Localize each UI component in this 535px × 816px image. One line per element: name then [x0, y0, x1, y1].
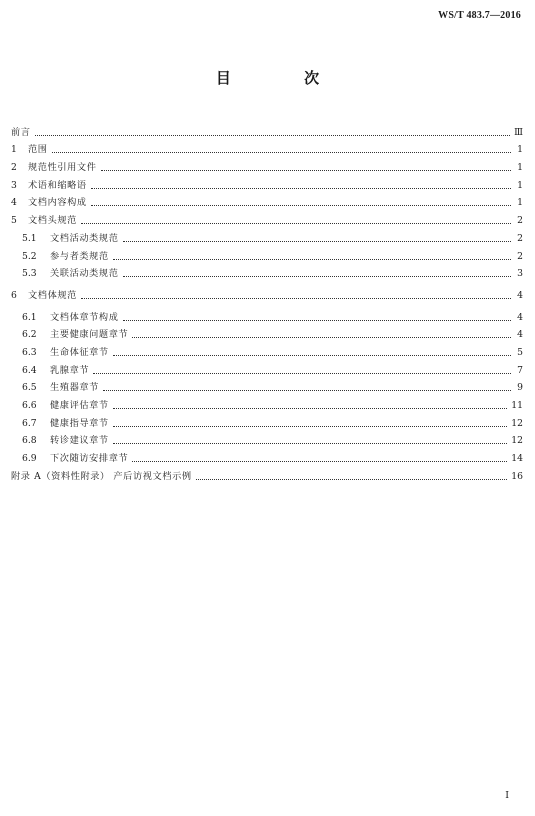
toc-entry-number: 6.2	[22, 329, 37, 341]
toc-entry-number: 6.6	[22, 400, 37, 411]
toc-entry[interactable]	[11, 430, 523, 448]
toc-entry-label: 生殖器章节	[50, 382, 99, 394]
toc-entry-label: 附录 A（资料性附录） 产后访视文档示例	[11, 470, 192, 482]
page-title: 目 次	[215, 69, 354, 87]
toc-entry-label: 生命体征章节	[50, 346, 109, 358]
toc-entry-number: 4	[11, 197, 17, 209]
toc-entry-number: 5	[11, 215, 17, 227]
toc-entry-page: 3	[517, 268, 523, 280]
toc-entry-page: 11	[511, 400, 523, 411]
toc-entry-page: 12	[511, 435, 523, 447]
toc-entry[interactable]	[11, 139, 523, 157]
toc-entry[interactable]	[11, 359, 523, 377]
toc-entry-label: 术语和缩略语	[28, 179, 87, 191]
dot-leader	[52, 152, 511, 153]
toc-entry-label: 文档体章节构成	[50, 311, 119, 323]
toc-entry[interactable]	[11, 245, 523, 263]
dot-leader	[91, 205, 511, 206]
toc-entry-page: 4	[517, 289, 523, 301]
toc-entry[interactable]	[11, 306, 523, 324]
toc-entry-number: 6	[11, 289, 17, 301]
dot-leader	[93, 373, 511, 374]
toc-entry-page: 4	[517, 311, 523, 323]
toc-entry[interactable]	[11, 121, 523, 139]
toc-entry[interactable]	[11, 447, 523, 465]
dot-leader	[123, 276, 511, 277]
dot-leader	[132, 461, 507, 462]
toc-entry[interactable]	[11, 263, 523, 281]
dot-leader	[123, 241, 511, 242]
toc-entry-label: 文档内容构成	[28, 197, 87, 209]
toc-entry-page: 12	[511, 417, 523, 429]
toc-entry-page: 14	[511, 453, 523, 465]
toc-entry-label: 转诊建议章节	[50, 435, 109, 447]
toc-entry-label: 乳腺章节	[50, 364, 90, 376]
toc-entry[interactable]	[11, 465, 523, 483]
toc-entry[interactable]	[11, 377, 523, 395]
toc-entry[interactable]	[11, 341, 523, 359]
toc-entry-label: 文档头规范	[28, 215, 77, 227]
toc-entry-page: 2	[517, 232, 523, 244]
toc-entry-number: 6.4	[22, 364, 37, 376]
toc-entry-page: 1	[517, 179, 523, 191]
dot-leader	[123, 320, 511, 321]
toc-entry[interactable]	[11, 174, 523, 192]
toc-entry-label: 规范性引用文件	[28, 162, 97, 174]
toc-entry-page: 9	[517, 382, 523, 394]
toc-entry-label: 参与者类规范	[50, 250, 109, 262]
dot-leader	[81, 298, 511, 299]
dot-leader	[101, 170, 511, 171]
toc-entry-page: 5	[517, 346, 523, 358]
toc-entry[interactable]	[11, 156, 523, 174]
toc-entry-page: 4	[517, 329, 523, 341]
dot-leader	[103, 390, 511, 391]
toc-entry-number: 5.2	[22, 250, 37, 262]
toc-entry-label: 文档活动类规范	[50, 232, 119, 244]
toc-entry-label: 健康指导章节	[50, 417, 109, 429]
toc-entry-label: 关联活动类规范	[50, 268, 119, 280]
dot-leader	[113, 426, 508, 427]
toc-entry-number: 1	[11, 144, 17, 156]
toc-entry-label: 范围	[28, 144, 48, 156]
toc-entry-page: 1	[517, 197, 523, 209]
toc-entry-page: 2	[517, 215, 523, 227]
toc-entry-number: 5.3	[22, 268, 37, 280]
dot-leader	[91, 188, 511, 189]
toc-entry-label: 前言	[11, 126, 31, 138]
dot-leader	[113, 443, 508, 444]
dot-leader	[132, 337, 511, 338]
toc-entry-number: 2	[11, 162, 17, 174]
toc-entry[interactable]	[11, 192, 523, 210]
toc-entry-label: 下次随访安排章节	[50, 453, 129, 465]
toc-entry[interactable]	[11, 394, 523, 412]
toc-entry[interactable]	[11, 227, 523, 245]
toc-entry-page: Ⅲ	[514, 126, 523, 138]
toc-entry-number: 3	[11, 179, 17, 191]
toc-entry[interactable]	[11, 284, 523, 302]
toc-entry[interactable]	[11, 324, 523, 342]
dot-leader	[113, 355, 511, 356]
toc-entry[interactable]	[11, 412, 523, 430]
toc-entry-number: 6.7	[22, 417, 37, 429]
toc-entry-number: 6.3	[22, 346, 37, 358]
toc-entry-number: 6.9	[22, 453, 37, 465]
toc-entry-page: 7	[517, 364, 523, 376]
toc-entry-page: 1	[517, 162, 523, 174]
dot-leader	[113, 259, 511, 260]
dot-leader	[81, 223, 511, 224]
toc-entry-number: 6.1	[22, 311, 37, 323]
dot-leader	[196, 479, 508, 480]
standard-code: WS/T 483.7—2016	[438, 10, 521, 21]
toc-entry-number: 6.5	[22, 382, 37, 394]
toc-entry-number: 5.1	[22, 232, 37, 244]
dot-leader	[35, 135, 511, 136]
toc-entry-number: 6.8	[22, 435, 37, 447]
page-number: I	[505, 790, 509, 801]
toc-entry[interactable]	[11, 209, 523, 227]
table-of-contents	[11, 121, 523, 483]
dot-leader	[113, 408, 508, 409]
toc-entry-page: 2	[517, 250, 523, 262]
toc-entry-page: 16	[511, 470, 523, 482]
toc-entry-label: 文档体规范	[28, 289, 77, 301]
toc-entry-page: 1	[517, 144, 523, 156]
toc-entry-label: 健康评估章节	[50, 400, 109, 411]
toc-entry-label: 主要健康问题章节	[50, 329, 129, 341]
